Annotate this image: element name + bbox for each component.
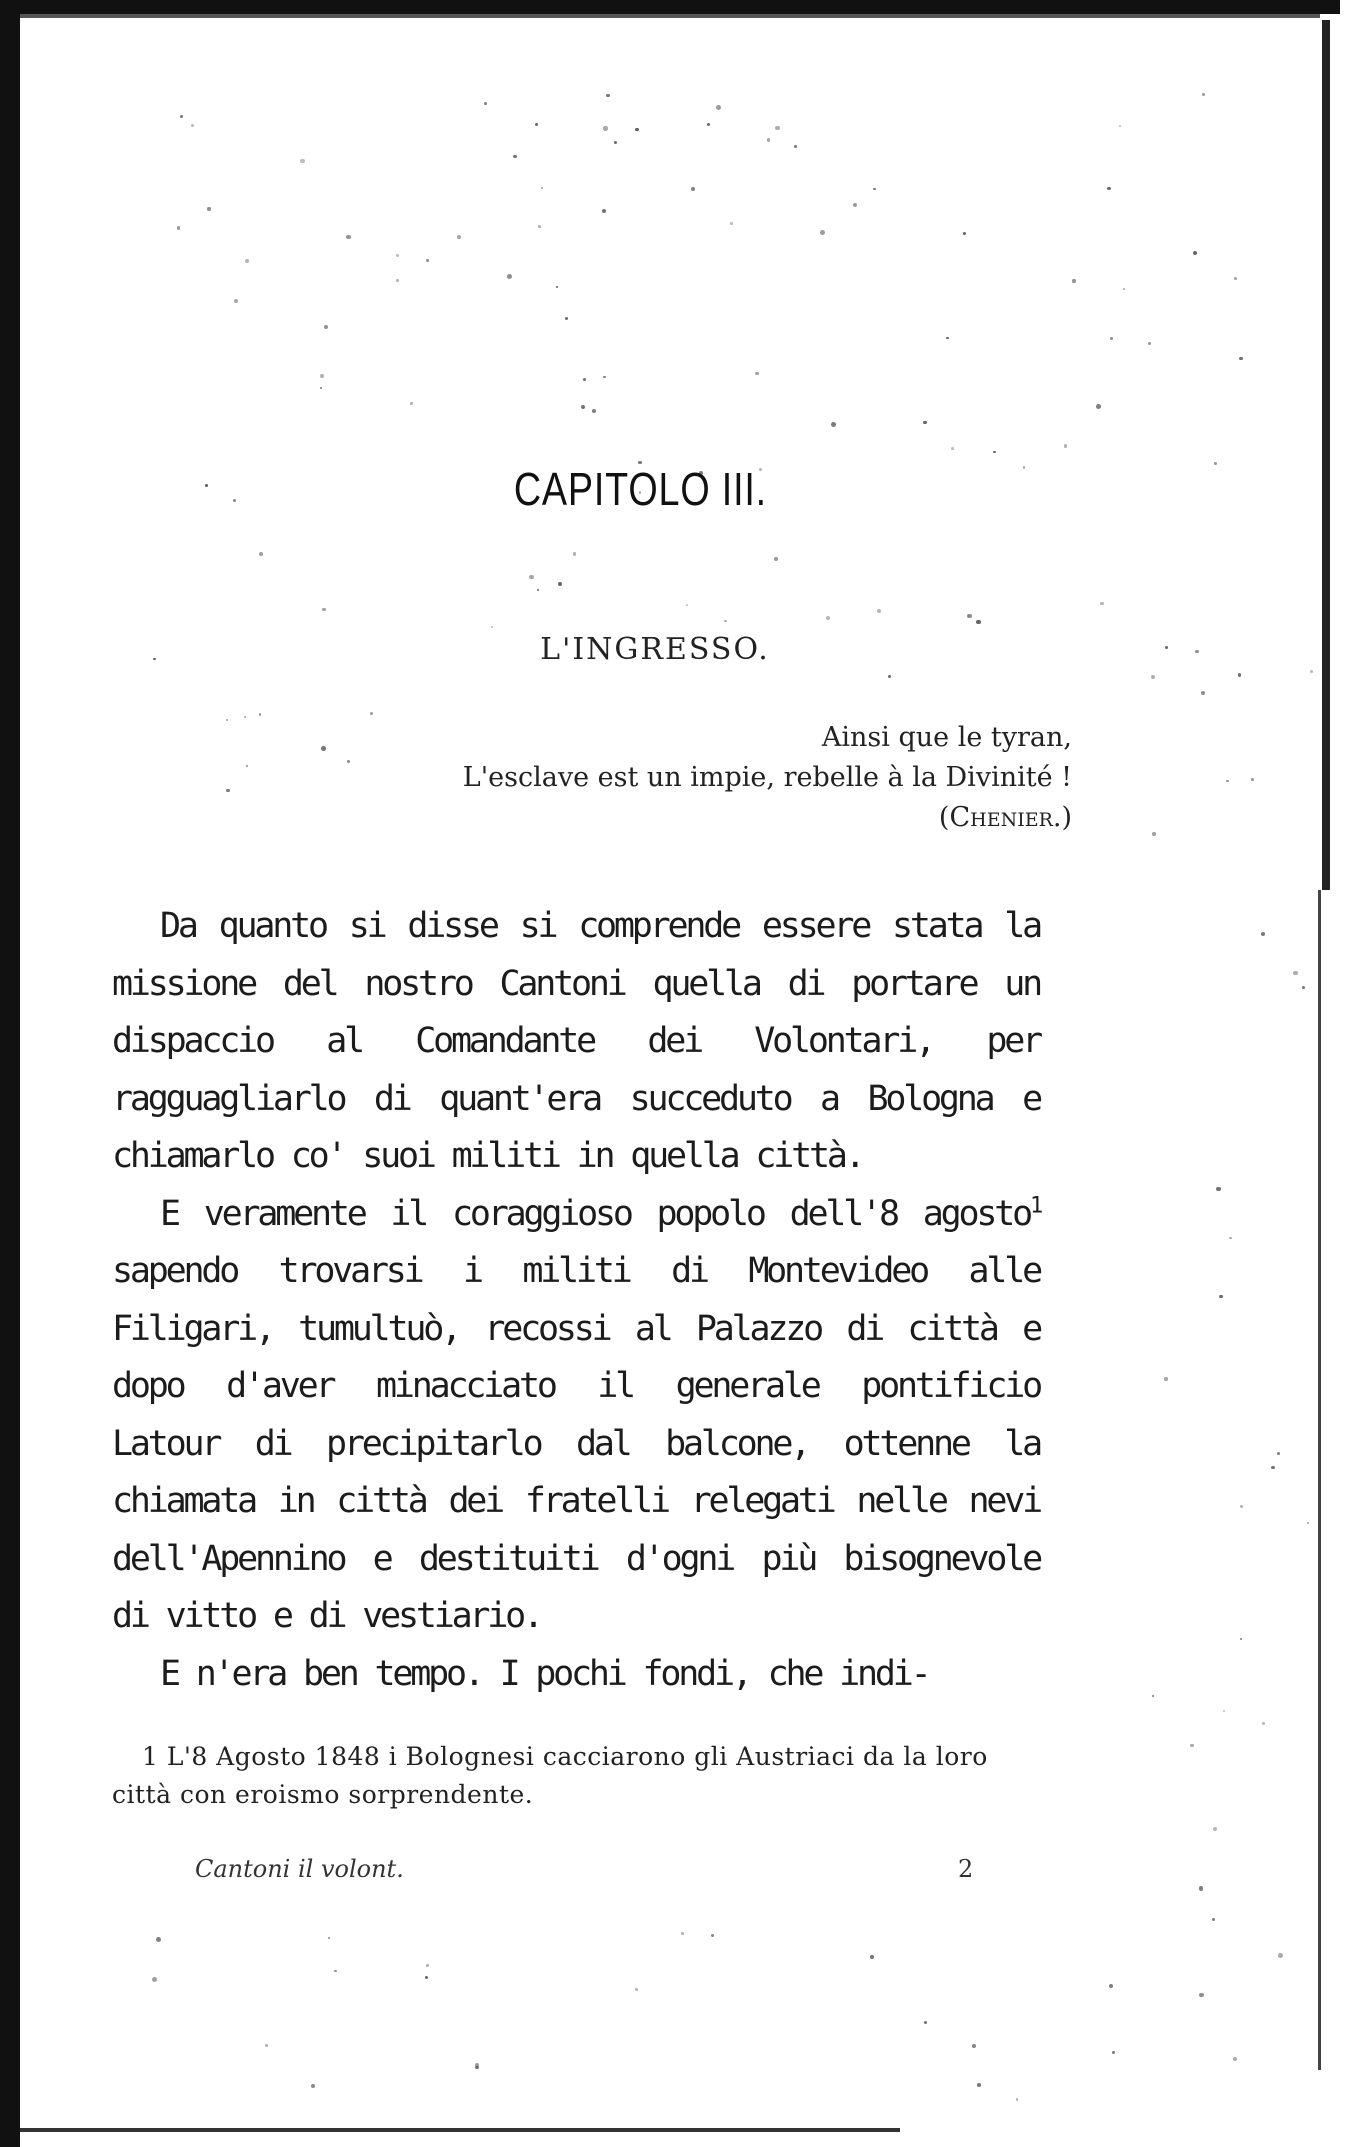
epigraph-line-1: Ainsi que le tyran, [821, 722, 1072, 753]
scan-speck [820, 230, 825, 235]
paragraph-text: E veramente il coraggioso popolo dell'8 agosto [160, 1193, 1030, 1234]
scan-speck [635, 1988, 638, 1991]
scan-speck [1151, 675, 1155, 679]
scan-speck [320, 374, 324, 378]
scan-speck [259, 713, 261, 715]
scan-speck [993, 451, 996, 454]
scan-speck [1123, 288, 1126, 291]
scan-border-top-inner [20, 14, 1320, 18]
scan-speck [425, 1976, 428, 1979]
scan-speck [396, 279, 398, 281]
scan-speck [322, 608, 325, 611]
scan-speck [1271, 1466, 1275, 1470]
scan-speck [1261, 932, 1265, 936]
scan-speck [300, 159, 304, 163]
scan-speck [592, 409, 596, 413]
scan-speck [1212, 1918, 1215, 1921]
scan-speck [1164, 1377, 1167, 1380]
scan-speck [853, 203, 857, 207]
scan-speck [691, 187, 695, 191]
scan-speck [537, 589, 539, 591]
scan-speck [234, 299, 238, 303]
section-title: L'INGRESSO. [540, 632, 770, 667]
scan-speck [156, 1937, 161, 1942]
scan-speck [1240, 1505, 1243, 1508]
scan-speck [1214, 462, 1217, 465]
epigraph-line-2: L'esclave est un impie, rebelle à la Divinité ! [462, 762, 1072, 793]
scan-speck [730, 222, 733, 225]
scan-speck [1202, 93, 1205, 96]
scan-speck [475, 2066, 479, 2070]
scan-speck [1096, 404, 1101, 409]
scan-speck [245, 259, 249, 263]
scan-speck [967, 614, 971, 618]
scan-border-top [0, 0, 1340, 14]
scan-speck [1199, 1993, 1204, 1998]
footnote [112, 1738, 1032, 1814]
paragraph: Da quanto si disse si comprende essere stata la missione del nostro Cantoni quella di portare un dispaccio al Comandante dei Volontari, per ragguagliarlo di quant'era succeduto a Bologna e chiamarlo co' suoi militi in quella città. [112, 906, 1040, 1176]
scan-speck [347, 760, 350, 763]
scan-speck [1251, 778, 1254, 781]
scan-speck [603, 126, 607, 130]
scan-speck [1226, 780, 1229, 783]
scan-speck [877, 609, 881, 613]
scan-speck [794, 145, 797, 148]
paragraph: E n'era ben tempo. I pochi fondi, che indi- [160, 1653, 929, 1694]
scan-speck [603, 376, 605, 378]
scan-speck [716, 105, 721, 110]
paragraph-text: sapendo trovarsi i militi di Montevideo alle Filigari, tumultuò, recossi al Palazzo di città e dopo d'aver minacciato il generale pontificio Latour di precipitarlo dal balcone, ottenne la chiamata in città dei fratelli relegati nelle nevi dell'Apennino e destituiti d'ogni più bisognevole di vitto e di vestiario. [112, 1251, 1040, 1636]
page-signature: 2 [958, 1855, 974, 1883]
scan-speck [1190, 1744, 1193, 1747]
scan-speck [870, 1955, 874, 1959]
scan-speck [152, 1977, 157, 1982]
scan-speck [246, 765, 248, 767]
scan-speck [976, 620, 981, 625]
scan-speck [556, 286, 558, 288]
scan-speck [1239, 357, 1243, 361]
scan-speck [541, 187, 543, 189]
scan-speck [1119, 125, 1121, 127]
scan-speck [321, 746, 326, 751]
scan-speck [1112, 2051, 1115, 2054]
scan-speck [320, 387, 322, 389]
scan-speck [951, 447, 953, 449]
scan-speck [180, 115, 183, 118]
scan-speck [1234, 277, 1237, 280]
scan-speck [346, 235, 350, 239]
footnote-text: 1 L'8 Agosto 1848 i Bolognesi cacciarono gli Austriaci da la loro città con eroismo sorprendente. [112, 1742, 988, 1809]
scan-speck [1307, 1522, 1309, 1524]
scan-speck [923, 421, 926, 424]
scan-speck [1201, 691, 1205, 695]
scan-speck [767, 138, 770, 141]
scan-speck [711, 1934, 714, 1937]
scan-speck [1199, 1886, 1204, 1891]
scan-speck [775, 126, 780, 131]
scan-speck [1072, 279, 1075, 282]
scan-speck [1219, 1295, 1223, 1299]
scan-speck [972, 2044, 977, 2049]
scan-speck [724, 620, 727, 623]
scan-speck [581, 405, 585, 409]
scan-speck [963, 232, 966, 235]
scan-speck [1240, 1638, 1242, 1640]
scan-speck [328, 1937, 330, 1939]
scan-border-right-lower [1318, 890, 1321, 2070]
scan-speck [324, 325, 328, 329]
paragraph [112, 1186, 1040, 1646]
scan-speck [226, 789, 230, 793]
scan-speck [191, 124, 194, 127]
scan-speck [826, 616, 830, 620]
footnote-marker: 1 [1029, 1192, 1040, 1218]
scan-speck [1216, 1187, 1221, 1192]
scan-speck [1152, 1695, 1154, 1697]
scan-speck [583, 378, 586, 381]
scan-speck [334, 1970, 336, 1972]
scan-speck [484, 102, 487, 105]
scan-speck [1109, 1984, 1113, 1988]
epigraph-source [463, 798, 1072, 838]
scan-speck [1110, 337, 1113, 340]
scan-speck [311, 2084, 315, 2088]
scan-speck [1310, 670, 1313, 673]
scan-speck [207, 207, 210, 210]
scan-speck [1238, 673, 1241, 676]
scan-speck [259, 552, 263, 556]
scan-speck [1262, 1722, 1265, 1725]
scan-speck [226, 719, 228, 721]
scan-speck [1016, 2098, 1018, 2100]
scan-speck [396, 254, 399, 257]
scan-speck [1148, 342, 1151, 345]
scan-speck [1277, 1452, 1280, 1455]
scan-speck [755, 372, 758, 375]
scan-speck [177, 226, 181, 230]
scan-speck [529, 575, 534, 580]
epigraph [463, 718, 1072, 838]
scan-speck [370, 712, 374, 716]
scan-speck [1229, 1237, 1231, 1239]
scan-speck [774, 557, 778, 561]
scan-speck [681, 1932, 684, 1935]
scan-speck [426, 1964, 429, 1967]
scan-speck [573, 552, 577, 556]
scan-speck [558, 582, 562, 586]
scan-speck [888, 675, 891, 678]
scan-speck [606, 94, 609, 97]
scan-speck [831, 422, 836, 427]
scan-speck [946, 337, 948, 339]
scan-speck [1223, 1710, 1225, 1712]
scan-speck [513, 155, 517, 159]
body-text [112, 898, 1040, 1703]
scan-speck [410, 402, 413, 405]
scan-speck [1302, 986, 1305, 989]
scan-speck [535, 123, 538, 126]
scan-speck [707, 123, 710, 126]
scan-speck [1193, 251, 1198, 256]
scan-speck [565, 317, 568, 320]
scan-speck [614, 141, 618, 145]
scan-speck [924, 2021, 927, 2024]
scan-speck [977, 2083, 981, 2087]
scan-border-bottom [20, 2128, 900, 2132]
scan-speck [457, 235, 461, 239]
scan-speck [1233, 2057, 1237, 2061]
scan-speck [244, 716, 246, 718]
scan-speck [873, 188, 876, 191]
scan-speck [538, 225, 541, 228]
epigraph-source-open: ( [938, 802, 950, 833]
epigraph-source-name: Chenier [949, 802, 1053, 833]
scan-speck [1152, 832, 1156, 836]
scan-speck [507, 274, 512, 279]
scan-speck [1100, 602, 1103, 605]
scan-speck [686, 604, 688, 606]
scan-speck [491, 626, 493, 628]
epigraph-source-close: .) [1052, 802, 1072, 833]
scan-speck [1213, 1827, 1217, 1831]
scan-speck [426, 259, 429, 262]
scan-speck [602, 209, 606, 213]
scan-speck [1107, 187, 1111, 191]
scan-speck [265, 2044, 268, 2047]
running-foot: Cantoni il volont. [195, 1855, 404, 1883]
scan-border-left [0, 0, 20, 2147]
scan-speck [1278, 1953, 1283, 1958]
scan-speck [1293, 971, 1298, 976]
scan-speck [1064, 444, 1068, 448]
chapter-heading: CAPITOLO III. [513, 463, 767, 515]
scan-speck [635, 128, 639, 132]
scan-border-right [1322, 20, 1330, 890]
